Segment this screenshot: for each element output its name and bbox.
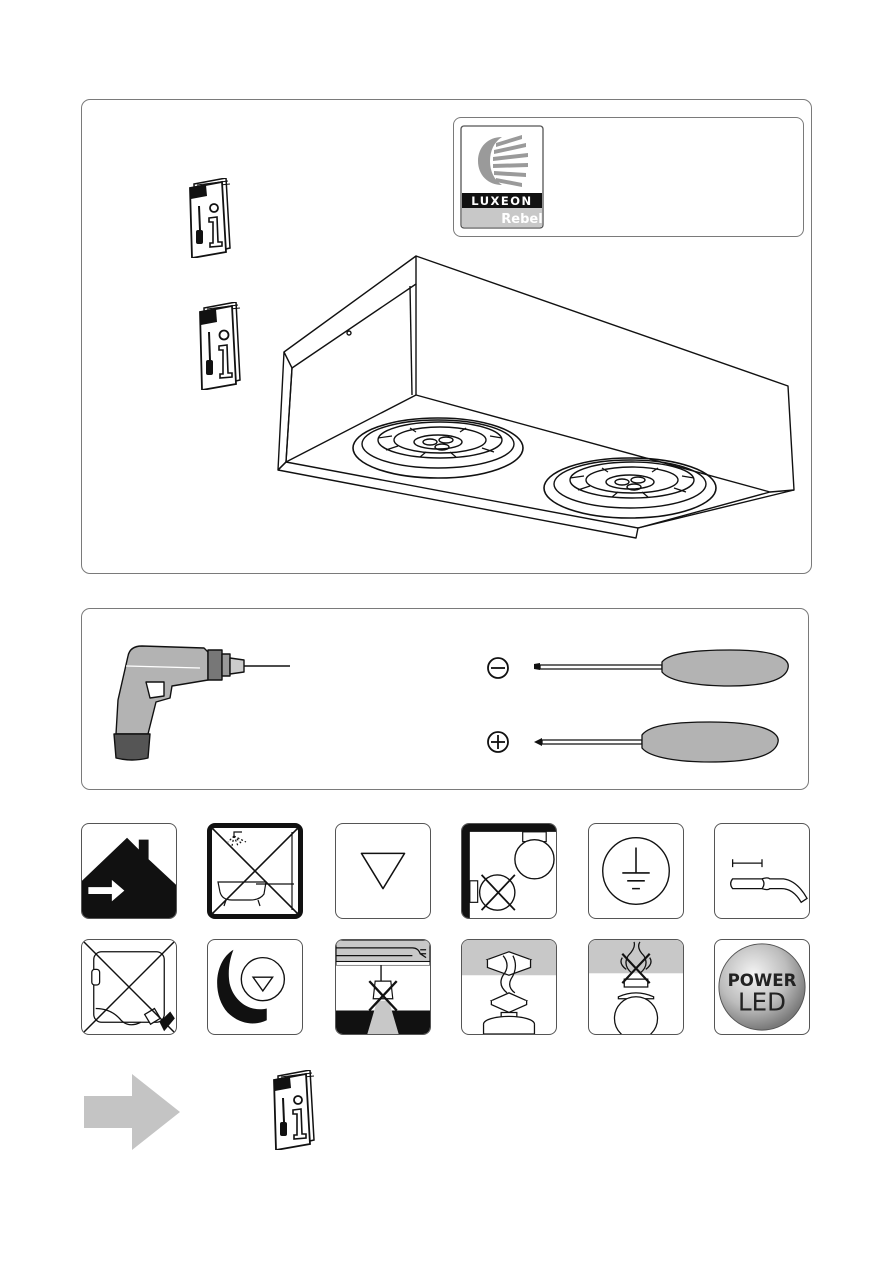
power-led-icon [714, 939, 810, 1035]
triangle-icon [335, 823, 431, 919]
minus-symbol-icon [486, 656, 510, 680]
luxeon-brand-text: LUXEON [471, 194, 533, 208]
dimmer-icon [207, 939, 303, 1035]
wire-strip-icon [714, 823, 810, 919]
next-arrow-icon [84, 1072, 182, 1152]
no-bathroom-icon [207, 823, 303, 919]
led-text: LED [738, 987, 786, 1017]
plus-symbol-icon [486, 730, 510, 754]
manual-icon [186, 178, 238, 258]
manual-icon [268, 1070, 324, 1150]
luxeon-sub-text: Rebel [501, 212, 543, 227]
manual-icon [196, 302, 248, 390]
no-wall-mount-icon [461, 823, 557, 919]
ceiling-install-icon [461, 939, 557, 1035]
no-plug-icon [81, 939, 177, 1035]
flat-screwdriver-icon [530, 646, 792, 688]
no-install-under-cable-icon [335, 939, 431, 1035]
power-text: POWER [727, 971, 797, 991]
no-decoration-icon [588, 939, 684, 1035]
luxeon-rebel-logo [460, 125, 544, 229]
phillips-screwdriver-icon [530, 720, 782, 764]
drill-icon [108, 638, 298, 762]
earth-ground-icon [588, 823, 684, 919]
indoor-use-icon [81, 823, 177, 919]
luminaire-illustration [270, 250, 810, 545]
